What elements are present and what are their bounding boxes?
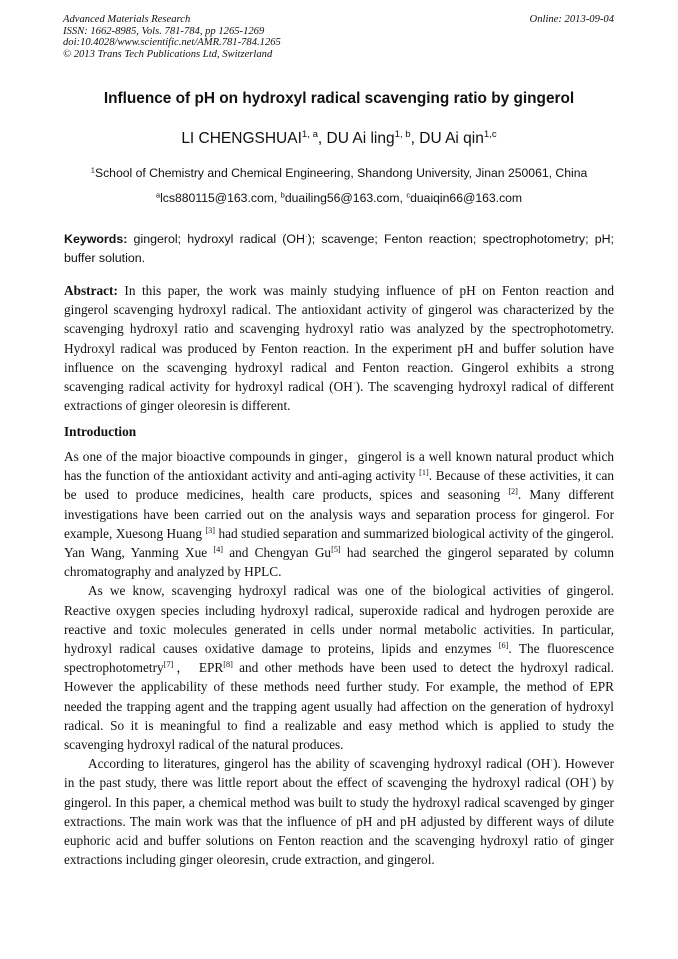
text-segment: ) by gingerol. In this paper, a chemical method was built to study the hydroxyl radical scavenged by ginger extractions. The main work was that the influence of pH and pH adjusted by different ways of dilute euphoric acid and buffer solutions on Fenton reaction and the scavenging hydroxyl ratio of ginger extractions including ginger oleoresin, crude extraction, and gingerol. <box>64 775 614 868</box>
journal-name: Advanced Materials Research <box>63 14 191 25</box>
text-segment: gingerol; hydroxyl radical (OH <box>127 232 305 246</box>
keywords-label: Keywords: <box>64 232 128 246</box>
author-sup: 1, b <box>394 129 411 141</box>
text-segment: In this paper, the work was mainly studying influence of pH on Fenton reaction and gingerol scavenging hydroxyl radical. The antioxidant activity of gingerol was characterized by the scavenging hydroxyl ratio and scavenging hydroxyl ratio was analyzed by the spectrophotometry. Hydroxyl radical was produced by Fenton reaction. In the experiment pH and buffer solution have influence on the scavenging hydroxyl radical and Fenton reaction. Gingerol exhibits a strong scavenging radical activity for hydroxyl radical (OH <box>64 283 614 395</box>
reference-sup: · <box>305 231 308 241</box>
text-segment: and Chengyan Gu <box>222 545 332 561</box>
text-segment: ). However in the past study, there was little report about the effect of scavenging the hydroxyl radical (OH <box>64 756 614 791</box>
email-sup: a <box>155 190 161 200</box>
email-sup: c <box>406 190 411 200</box>
reference-sup: · <box>352 379 356 389</box>
affiliation <box>0 166 678 180</box>
email: duaiqin66@163.com <box>410 191 523 205</box>
reference-sup: [2] <box>508 487 518 497</box>
text-segment: had studied separation and summarized biological activity of the gingerol. Yan Wang, Yanming Xue <box>64 525 614 561</box>
abstract-text <box>64 283 614 413</box>
paragraph <box>64 447 614 581</box>
reference-sup: [1] <box>419 468 429 478</box>
journal-header <box>63 14 281 61</box>
author-name: DU Ai qin <box>419 130 484 147</box>
author-sup: 1, a <box>301 129 318 141</box>
reference-sup: [6] <box>498 641 509 651</box>
issn: ISSN: 1662-8985, Vols. 781-784, pp 1265-1269 <box>63 25 265 37</box>
reference-sup: [7] <box>163 660 174 670</box>
paragraph <box>64 754 614 869</box>
affiliation-text: School of Chemistry and Chemical Engineering, Shandong University, Jinan 250061, China <box>94 166 588 180</box>
text-segment: . Because of these activities, it can be used to produce medicines, health care products, spices and seasoning <box>64 468 614 503</box>
paragraph <box>64 581 614 754</box>
text-segment: had searched the gingerol separated by column chromatography and analyzed by HPLC. <box>64 545 615 580</box>
copyright: © 2013 Trans Tech Publications Ltd, Switzerland <box>63 49 273 61</box>
abstract-label: Abstract: <box>64 283 118 298</box>
text-segment: According to literatures, gingerol has the ability of scavenging hydroxyl radical (OH <box>88 756 551 772</box>
keywords-text <box>64 232 614 265</box>
text-segment: . The fluorescence spectrophotometry <box>64 641 615 676</box>
affiliation-sup: 1 <box>90 165 95 175</box>
abstract <box>64 281 614 415</box>
email-sup: b <box>280 190 285 200</box>
email: lcs880115@163.com <box>160 191 274 205</box>
introduction-body <box>64 447 614 869</box>
author-sup: 1,c <box>483 129 497 141</box>
author-name: LI CHENGSHUAI <box>181 130 302 147</box>
text-segment: As we know, scavenging hydroxyl radical was one of the biological activities of gingerol. Reactive oxygen species including hydroxyl radical, superoxide radical and hydrogen peroxide are reactive and toxic molecules generated in cells under normal metabolic activities. In particular, hydroxyl radical causes oxidative damage to proteins, lipids and enzymes <box>64 583 614 657</box>
email-list: $^a$lcs880115@163.com, $^b$duailing56@163.com, $^c$duaiqin66@163.com <box>155 190 523 205</box>
online-date: Online: 2013-09-04 <box>529 14 614 25</box>
text-segment: and other methods have been used to detect the hydroxyl radical. However the applicability of these methods need further study. For example, the method of EPR needed the trapping agent and the trapping agent usually had affection on the generation of hydroxyl radical. So it is meaningful to find a realizable and easy method which is applied to study the scavenging hydroxyl radical of the natural produces. <box>64 660 614 753</box>
text-segment: As one of the major bioactive compounds in ginger，gingerol is a well known natural product which has the function of the antioxidant activity and anti-aging activity <box>64 449 614 484</box>
author-name: DU Ai ling <box>326 130 395 147</box>
text-segment: ， EPR <box>173 660 224 676</box>
reference-sup: [5] <box>331 545 341 555</box>
email: duailing56@163.com <box>284 191 400 205</box>
text-segment: ). The scavenging hydroxyl radical of different extractions of ginger oleoresin is different. <box>64 379 614 414</box>
reference-sup: · <box>550 756 554 766</box>
reference-sup: · <box>589 775 592 785</box>
reference-sup: [4] <box>213 545 223 555</box>
doi: doi:10.4028/www.scientific.net/AMR.781-784.1265 <box>63 37 281 49</box>
text-segment: . Many different investigations have been carried out on the analysis ways and separation process for gingerol. For example, Xuesong Huang <box>64 487 615 541</box>
keywords <box>64 230 614 267</box>
reference-sup: [8] <box>223 660 233 670</box>
author-list: LI CHENGSHUAI$^{1, a}$, DU Ai ling$^{1, b}$, DU Ai qin$^{1,c}$ <box>181 129 497 147</box>
section-heading-introduction: Introduction <box>64 424 137 439</box>
paper-title: Influence of pH on hydroxyl radical scavenging ratio by gingerol <box>103 90 575 107</box>
text-segment: ); scavenge; Fenton reaction; spectrophotometry; pH; buffer solution. <box>64 232 614 265</box>
reference-sup: [3] <box>205 525 216 535</box>
